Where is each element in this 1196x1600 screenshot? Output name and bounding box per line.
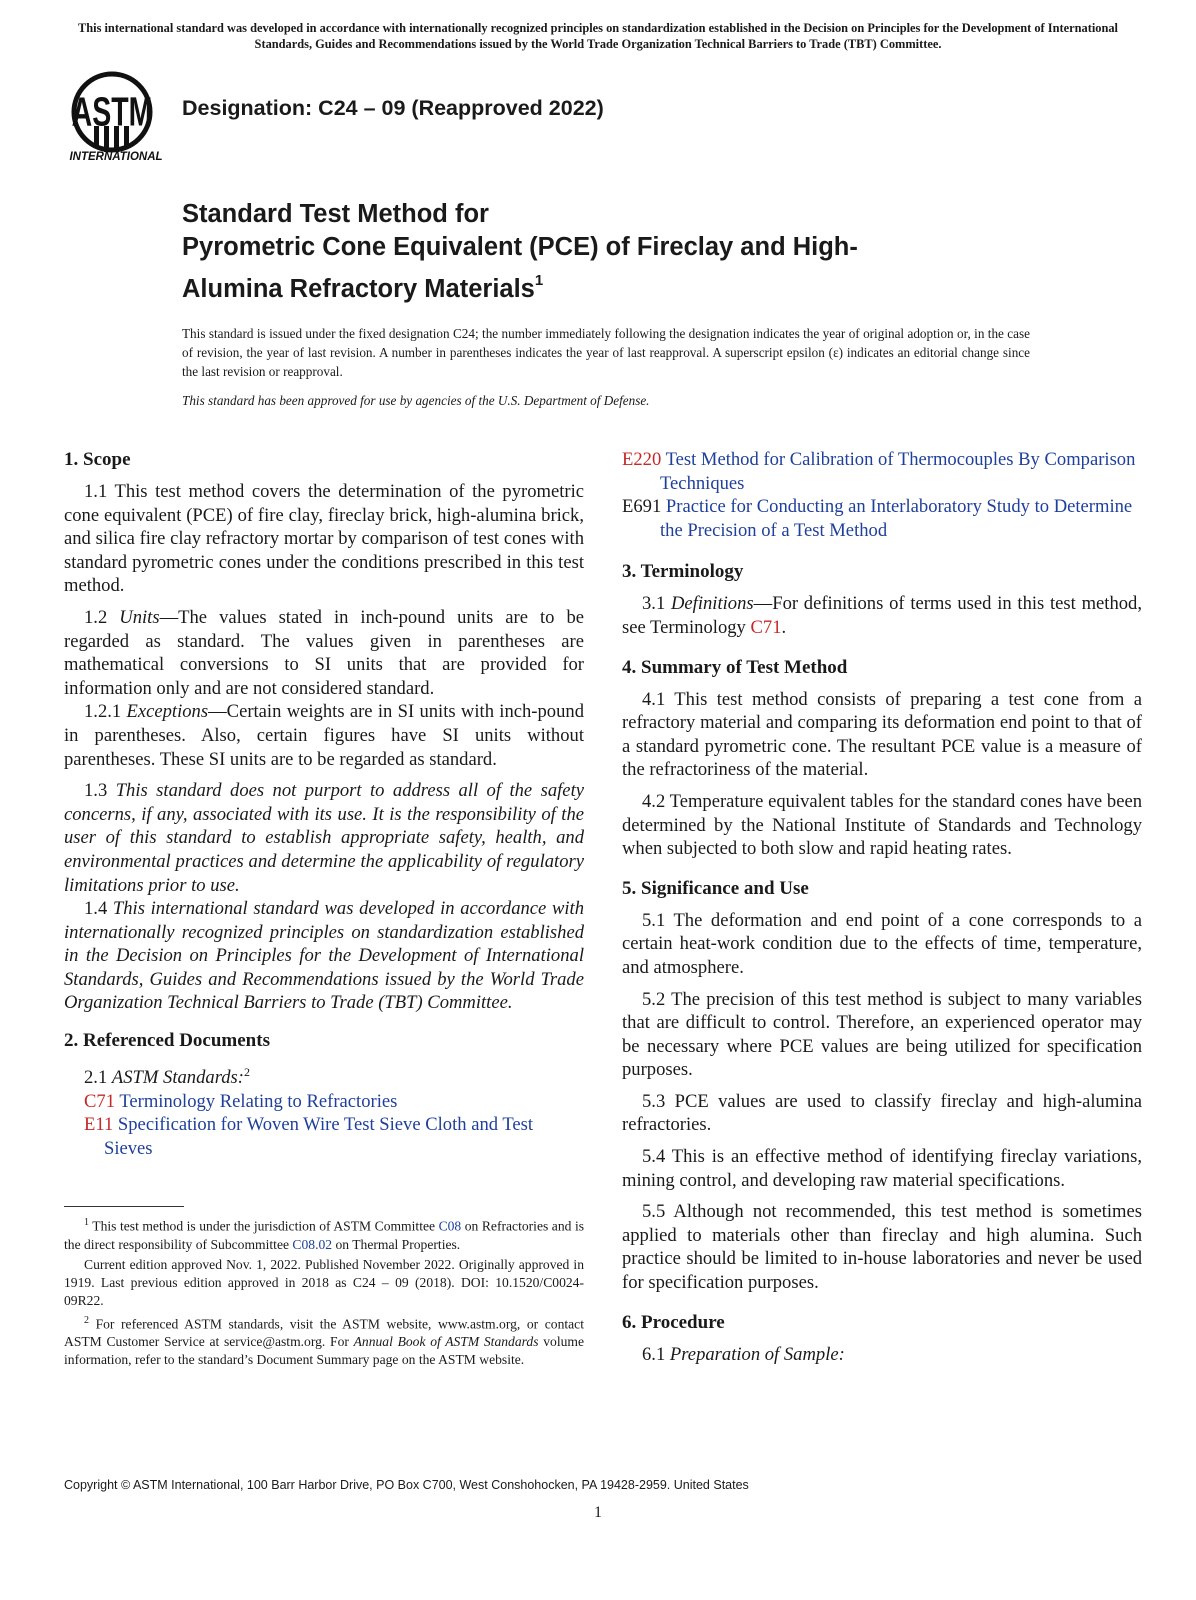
section-1-heading: 1. Scope — [64, 449, 131, 470]
copyright-line: Copyright © ASTM International, 100 Barr Harbor Drive, PO Box C700, West Conshohocken, PA 19428-2959. United States — [64, 1478, 749, 1492]
title-footnote-mark: 1 — [534, 272, 544, 289]
para-5-1: 5.1 The deformation and end point of a cone corresponds to a certain heat-work condition due to the effects of time, temperature, and atmosphere. — [622, 909, 1142, 978]
footnote-divider — [64, 1206, 184, 1207]
section-4-heading: 4. Summary of Test Method — [622, 656, 848, 678]
link-c08-02[interactable]: C08.02 — [292, 1236, 333, 1252]
para-1-2-1: 1.2.1 Exceptions—Certain weights are in SI units with inch-pound in parentheses. Also, certain figures have SI units without parentheses. These SI units are to be regarded as standard. — [64, 701, 584, 770]
tbt-notice: This international standard was developed in accordance with internationally recognized principles on standardization established in the Decision on Principles for the Development of International Standards, Guides and Recommendations issued by the World Trade Organization Technical Barriers to Trade (TBT) Committee. — [77, 21, 1119, 51]
para-5-3: 5.3 PCE values are used to classify fireclay and high-alumina refractories. — [622, 1090, 1142, 1136]
para-4-1: 4.1 This test method consists of preparing a test cone from a refractory material and comparing its deformation end point to that of a standard pyrometric cone. The resultant PCE value is a measure of the refractoriness of the material. — [622, 688, 1142, 781]
footnote-1: $^1$ This test method is under the jurisdiction of ASTM Committee C08 on Refractories and is the direct responsibility of Subcommittee C08.02 on Thermal Properties. — [64, 1217, 585, 1252]
section-6-heading: 6. Procedure — [622, 1311, 725, 1333]
page-number: 1 — [594, 1504, 602, 1521]
ref-item-e11[interactable]: E11 Specification for Woven Wire Test Sieve Cloth and Test Sieves — [84, 1114, 534, 1160]
section-2-heading: 2. Referenced Documents — [64, 1030, 270, 1052]
link-c08[interactable]: C08 — [438, 1218, 462, 1234]
right-column — [622, 448, 1142, 1374]
para-2-1: 2.1 ASTM Standards:$^2$ — [84, 1065, 250, 1089]
para-6-1: 6.1 Preparation of Sample: — [642, 1343, 845, 1365]
title-line-2: Pyrometric Cone Equivalent (PCE) of Fireclay and High- — [182, 233, 858, 261]
section-3-heading: 3. Terminology — [622, 561, 744, 583]
para-3-1: 3.1 Definitions—For definitions of terms used in this test method, see Terminology C71. — [622, 593, 1142, 638]
ref-item-e691[interactable]: E691 Practice for Conducting an Interlaboratory Study to Determine the Precision of a Test Method — [622, 496, 1133, 541]
section-5-heading: 5. Significance and Use — [622, 877, 809, 899]
para-1-1: 1.1 This test method covers the determination of the pyrometric cone equivalent (PCE) of fire clay, fireclay brick, high-alumina brick, and silica fire clay refractory mortar by comparison of test cones with standard pyrometric cones under the conditions prescribed in this test method. — [64, 481, 584, 597]
footnote-2: $^2$ For referenced ASTM standards, visit the ASTM website, www.astm.org, or contact ASTM Customer Service at service@astm.org. For Annual Book of ASTM Standards volume information, refer to the standard’s Document Summary page on the ASTM website. — [64, 1314, 585, 1368]
dod-approval-note: This standard has been approved for use by agencies of the U.S. Department of Defense. — [182, 393, 650, 408]
footnotes — [64, 1214, 584, 1371]
logo-text: ASTM — [71, 89, 153, 135]
para-4-2: 4.2 Temperature equivalent tables for the standard cones have been determined by the National Institute of Standards and Technology when subjected to both slow and rapid heating rates. — [622, 790, 1142, 860]
issuance-statement: This standard is issued under the fixed designation C24; the number immediately following the designation indicates the year of original adoption or, in the case of revision, the year of last revision. A number in parentheses indicates the year of last reapproval. A superscript epsilon (ε) indicates an editorial change since the last revision or reapproval. — [182, 326, 1030, 379]
footnote-1-edition: Current edition approved Nov. 1, 2022. Published November 2022. Originally approved in 1919. Last previous edition approved in 2018 as C24 – 09 (2018). DOI: 10.1520/C0024-09R22. — [64, 1256, 584, 1308]
para-1-4: 1.4 This international standard was developed in accordance with internationally recognized principles on standardization established in the Decision on Principles for the Development of International Standards, Guides and Recommendations issued by the World Trade Organization Technical Barriers to Trade (TBT) Committee. — [64, 898, 584, 1014]
title-line-3: Alumina Refractory Materials — [182, 275, 535, 303]
left-column — [64, 448, 584, 1161]
para-5-5: 5.5 Although not recommended, this test method is sometimes applied to materials other than fireclay and high alumina. Such practice should be limited to in-house laboratories and never be used for specification purposes. — [622, 1201, 1142, 1294]
ref-item-c71[interactable]: C71 Terminology Relating to Refractories — [84, 1090, 398, 1112]
ref-item-e220[interactable]: E220 Test Method for Calibration of Thermocouples By Comparison Techniques — [622, 449, 1136, 494]
astm-logo-icon — [64, 68, 168, 166]
designation: Designation: C24 – 09 (Reapproved 2022) — [182, 96, 604, 120]
standard-title — [182, 198, 1082, 306]
para-5-4: 5.4 This is an effective method of identifying fireclay variations, mining control, and developing raw material specifications. — [622, 1146, 1142, 1191]
logo-subtext: INTERNATIONAL — [69, 151, 163, 163]
title-line-3-wrap — [182, 264, 1082, 306]
para-1-2: 1.2 Units—The values stated in inch-pound units are to be regarded as standard. The values given in parentheses are mathematical conversions to SI units that are provided for information only and are not considered standard. — [64, 606, 584, 699]
para-1-3: 1.3 This standard does not purport to address all of the safety concerns, if any, associated with its use. It is the responsibility of the user of this standard to establish appropriate safety, health, and environmental practices and determine the applicability of regulatory limitations prior to use. — [64, 780, 584, 896]
link-c71[interactable]: C71 — [750, 616, 782, 638]
title-line-1: Standard Test Method for — [182, 200, 489, 228]
para-5-2: 5.2 The precision of this test method is subject to many variables that are difficult to control. Therefore, an experienced operator may be necessary where PCE values are being utilized for specification purposes. — [622, 988, 1142, 1081]
